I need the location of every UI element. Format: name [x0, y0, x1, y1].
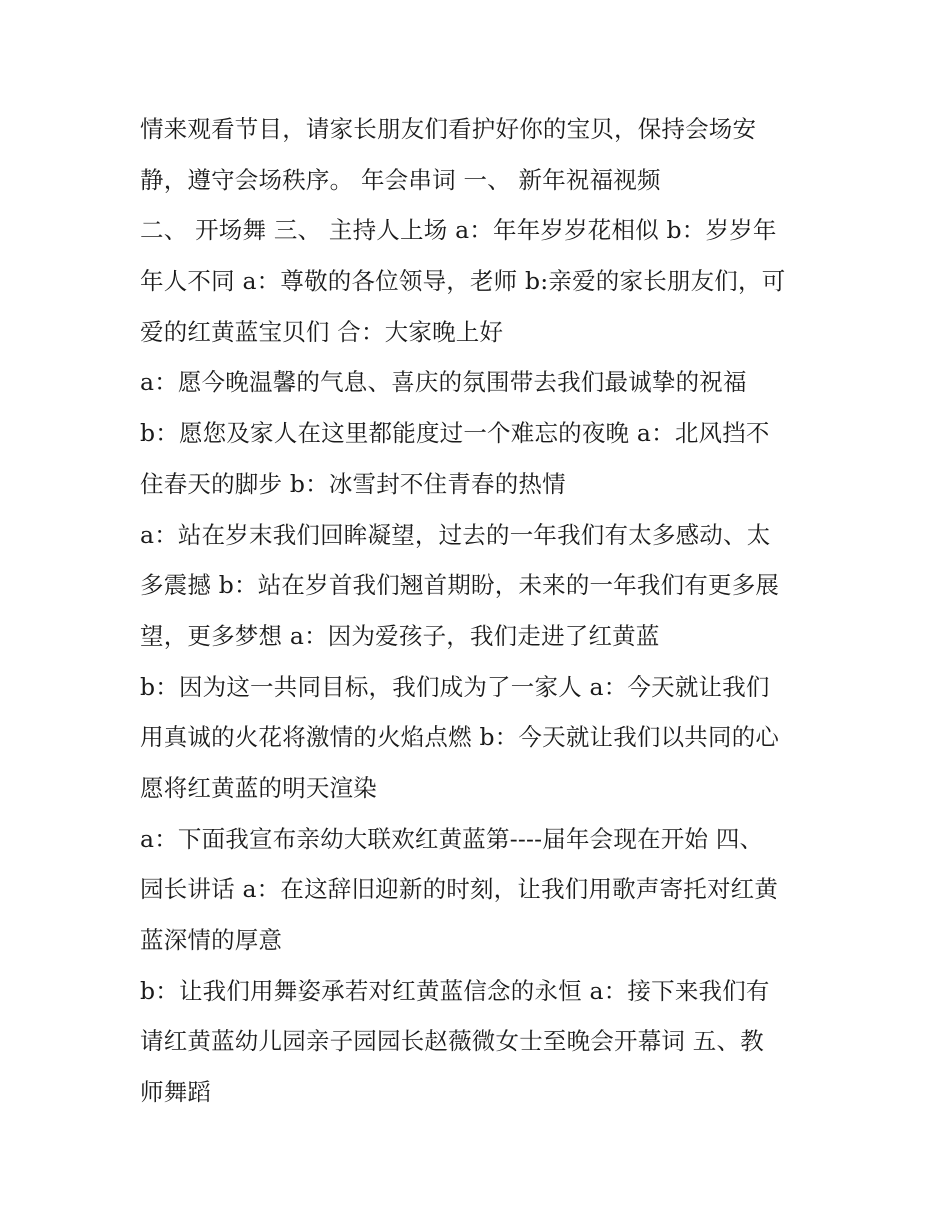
text-line: 园长讲话 a：在这辞旧迎新的时刻，让我们用歌声寄托对红黄	[140, 875, 779, 904]
text-line: 静，遵守会场秩序。 年会串词 一、 新年祝福视频	[140, 165, 661, 194]
text-line: 蓝深情的厚意	[140, 926, 283, 954]
text-line: a：站在岁末我们回眸凝望，过去的一年我们有太多感动、太	[140, 520, 771, 549]
text-line: 情来观看节目，请家长朋友们看护好你的宝贝，保持会场安	[140, 115, 757, 143]
text-line: 住春天的脚步 b：冰雪封不住青春的热情	[140, 469, 566, 498]
text-line: a：下面我宣布亲幼大联欢红黄蓝第----届年会现在开始 四、	[140, 824, 764, 853]
text-line: a：愿今晚温馨的气息、喜庆的氛围带去我们最诚挚的祝福	[140, 368, 747, 397]
text-line: b：愿您及家人在这里都能度过一个难忘的夜晚 a：北风挡不	[140, 419, 770, 448]
text-line: 请红黄蓝幼儿园亲子园园长赵薇微女士至晚会开幕词 五、教	[140, 1027, 764, 1056]
text-line: 多震撼 b：站在岁首我们翘首期盼，未来的一年我们有更多展	[140, 571, 780, 600]
text-line: 年人不同 a：尊敬的各位领导，老师 b:亲爱的家长朋友们，可	[140, 267, 786, 296]
document-body	[140, 104, 820, 1118]
text-line: 二、 开场舞 三、 主持人上场 a：年年岁岁花相似 b：岁岁年	[140, 216, 777, 245]
text-line: 愿将红黄蓝的明天渲染	[140, 773, 377, 802]
text-line: b：让我们用舞姿承若对红黄蓝信念的永恒 a：接下来我们有	[140, 976, 770, 1005]
text-line: b：因为这一共同目标，我们成为了一家人 a：今天就让我们	[140, 672, 770, 701]
text-line: 用真诚的火花将激情的火焰点燃 b：今天就让我们以共同的心	[140, 723, 780, 752]
text-line: 爱的红黄蓝宝贝们 合：大家晚上好	[140, 317, 504, 346]
text-line: 望，更多梦想 a：因为爱孩子，我们走进了红黄蓝	[140, 621, 660, 650]
text-line: 师舞蹈	[140, 1078, 212, 1107]
